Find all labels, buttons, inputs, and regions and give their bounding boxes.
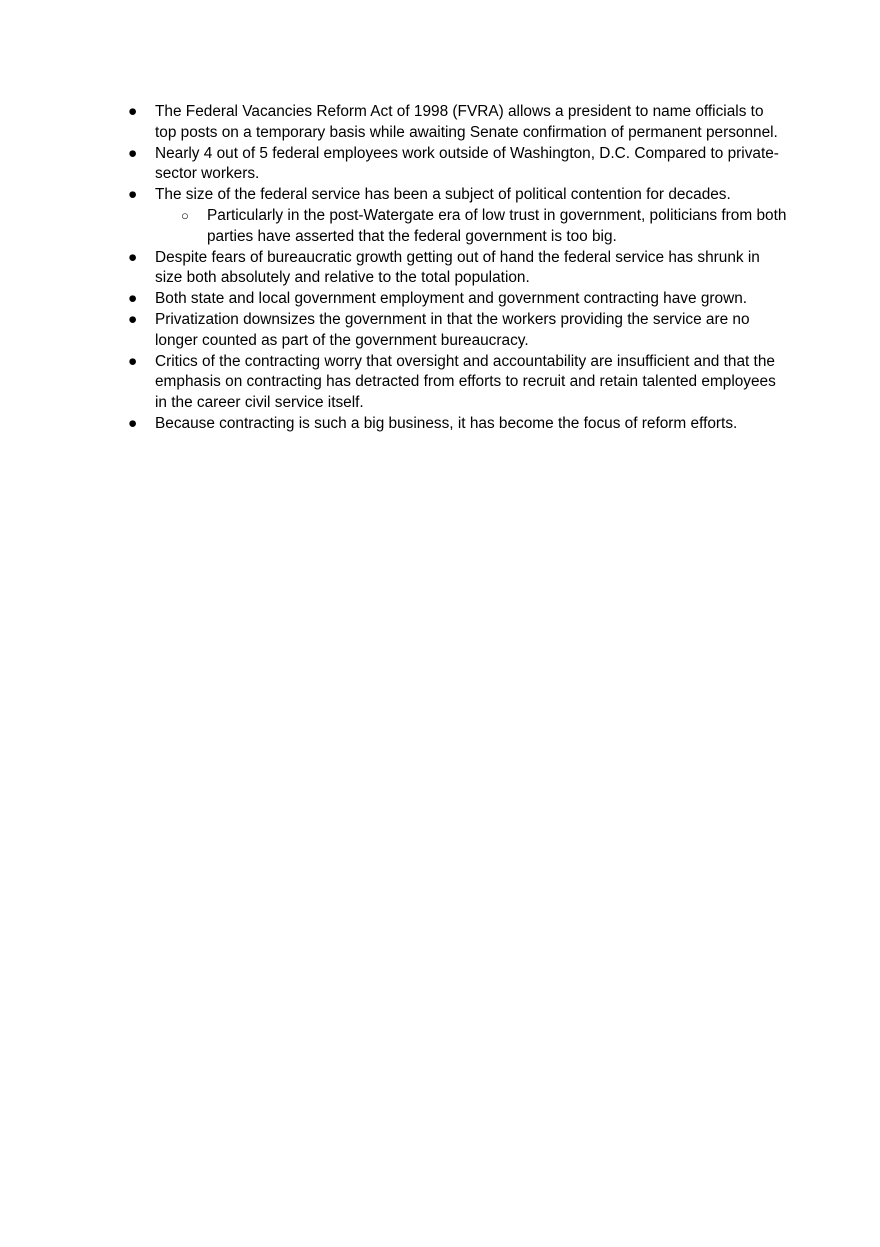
list-item	[128, 310, 788, 352]
bullet-marker: ●	[128, 414, 138, 432]
list-item	[128, 185, 788, 206]
list-item-text: Critics of the contracting worry that oversight and accountability are insufficient and that the emphasis on contracting has detracted from efforts to recruit and retain talented employees in the career civil service itself.	[155, 352, 776, 412]
sub-list-item	[128, 206, 788, 248]
list-item-text: Both state and local government employment and government contracting have grown.	[155, 290, 748, 308]
list-item-text: Privatization downsizes the government in that the workers providing the service are no longer counted as part of the government bureaucracy.	[155, 310, 750, 349]
list-item-text: Despite fears of bureaucratic growth getting out of hand the federal service has shrunk in size both absolutely and relative to the total population.	[155, 248, 760, 287]
bullet-marker: ●	[128, 352, 138, 370]
list-item-text: Nearly 4 out of 5 federal employees work outside of Washington, D.C. Compared to private-sector workers.	[155, 144, 779, 183]
list-item-text: Because contracting is such a big business, it has become the focus of reform efforts.	[155, 414, 738, 432]
list-item	[128, 144, 788, 186]
list-item	[128, 289, 788, 310]
bullet-marker: ●	[128, 144, 138, 162]
list-item	[128, 248, 788, 290]
bullet-marker: ●	[128, 310, 138, 328]
bullet-list	[128, 102, 788, 435]
list-item	[128, 102, 788, 144]
bullet-marker: ●	[128, 103, 138, 120]
bullet-marker: ●	[128, 186, 138, 204]
list-item-text: The Federal Vacancies Reform Act of 1998 (FVRA) allows a president to name officials to top posts on a temporary basis while awaiting Senate confirmation of permanent personnel.	[155, 103, 778, 141]
list-item	[128, 352, 788, 414]
list-item	[128, 414, 788, 435]
sub-bullet-marker: ○	[181, 207, 189, 223]
bullet-marker: ●	[128, 290, 138, 308]
list-item-text: Particularly in the post-Watergate era of low trust in government, politicians from both parties have asserted that the federal government is too big.	[207, 206, 787, 245]
bullet-marker: ●	[128, 248, 138, 266]
list-item-text: The size of the federal service has been a subject of political contention for decades.	[155, 186, 731, 204]
